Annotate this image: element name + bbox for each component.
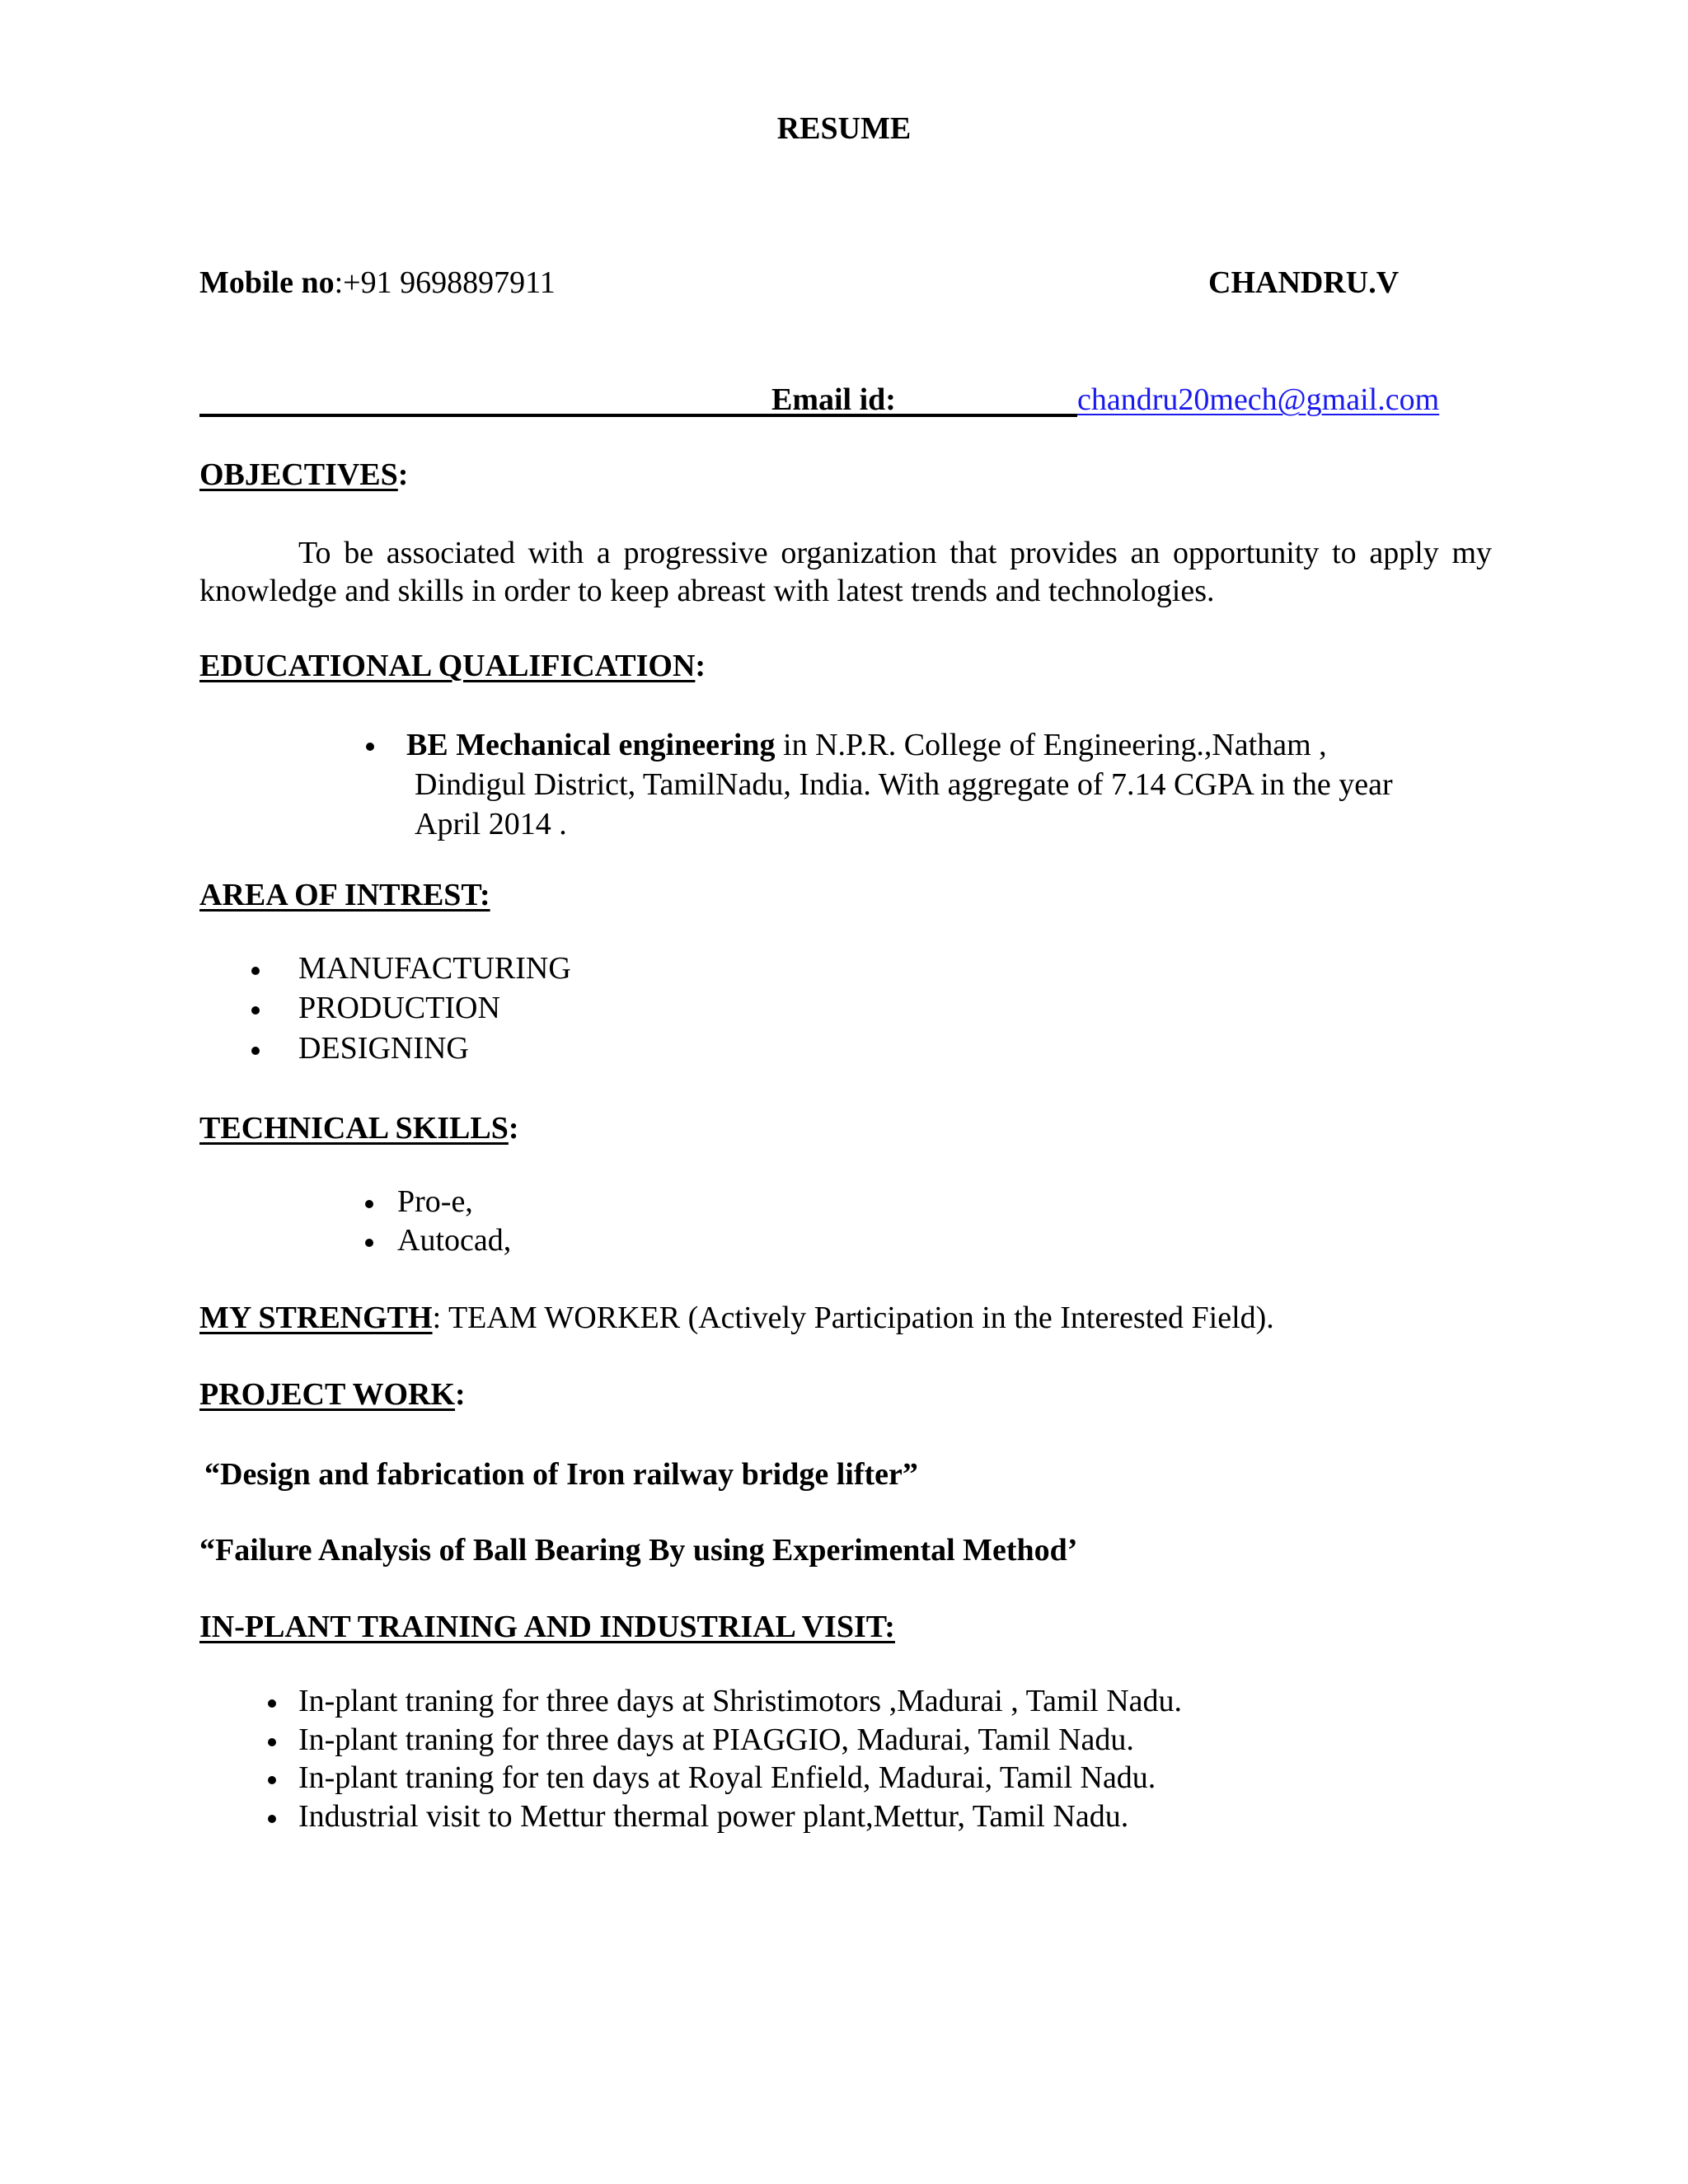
skill-item: Pro-e, — [397, 1184, 473, 1219]
education-degree: BE Mechanical engineering — [406, 728, 776, 762]
interest-item: PRODUCTION — [298, 991, 500, 1025]
objectives-text — [199, 534, 1492, 610]
projects-heading — [199, 1376, 466, 1413]
email-label: Email id: — [771, 382, 896, 417]
training-item: In-plant traning for three days at PIAGGIO, Madurai, Tamil Nadu. — [298, 1722, 1134, 1757]
objectives-heading-text: OBJECTIVES — [199, 457, 398, 492]
training-bullet-1 — [268, 1699, 276, 1708]
interest-item: DESIGNING — [298, 1031, 469, 1066]
objectives-heading-colon: : — [397, 457, 409, 492]
skills-heading-colon: : — [508, 1111, 519, 1146]
objectives-paragraph: To be associated with a progressive organization that provides an opportunity to apply my knowledge and skills in order to keep abreast with latest trends and technologies. — [199, 536, 1492, 608]
skills-bullet-2 — [365, 1239, 373, 1247]
education-line-2: Dindigul District, TamilNadu, India. With aggregate of 7.14 CGPA in the year — [415, 767, 1393, 802]
education-heading-colon: : — [695, 649, 706, 683]
project-title: “Design and fabrication of Iron railway bridge lifter” — [204, 1457, 918, 1492]
interest-bullet-3 — [251, 1047, 260, 1055]
page-title: RESUME — [776, 111, 912, 146]
email-divider — [199, 414, 1077, 417]
mobile-value: :+91 9698897911 — [334, 265, 556, 300]
education-entry — [406, 725, 1478, 844]
projects-heading-colon: : — [455, 1377, 466, 1412]
interest-item: MANUFACTURING — [298, 951, 571, 986]
training-bullet-3 — [268, 1776, 276, 1784]
email-link[interactable]: chandru20mech@gmail.com — [1077, 382, 1440, 417]
strength-text: : TEAM WORKER (Actively Participation in the Interested Field). — [432, 1301, 1274, 1335]
skills-bullet-1 — [365, 1200, 373, 1208]
training-heading: IN-PLANT TRAINING AND INDUSTRIAL VISIT: — [199, 1610, 895, 1644]
skills-heading-text: TECHNICAL SKILLS — [199, 1111, 509, 1146]
training-item: In-plant traning for ten days at Royal Enfield, Madurai, Tamil Nadu. — [298, 1760, 1156, 1795]
education-heading-text: EDUCATIONAL QUALIFICATION — [199, 649, 696, 683]
mobile-line — [199, 264, 556, 302]
interest-bullet-1 — [251, 967, 260, 975]
training-item: In-plant traning for three days at Shristimotors ,Madurai , Tamil Nadu. — [298, 1684, 1183, 1718]
mobile-label: Mobile no — [199, 265, 335, 300]
education-line-3: April 2014 . — [415, 807, 567, 841]
interest-bullet-2 — [251, 1006, 260, 1015]
projects-heading-text: PROJECT WORK — [199, 1377, 456, 1412]
strength-heading: MY STRENGTH — [199, 1301, 433, 1335]
training-bullet-4 — [268, 1815, 276, 1823]
training-bullet-2 — [268, 1738, 276, 1746]
project-title: “Failure Analysis of Ball Bearing By using Experimental Method’ — [199, 1533, 1078, 1568]
training-item: Industrial visit to Mettur thermal power plant,Mettur, Tamil Nadu. — [298, 1799, 1129, 1834]
interest-heading: AREA OF INTREST: — [199, 878, 490, 912]
skills-heading — [199, 1110, 519, 1146]
candidate-name: CHANDRU.V — [1208, 265, 1400, 300]
strength-line — [199, 1299, 1274, 1337]
objectives-heading — [199, 457, 408, 493]
education-college: in N.P.R. College of Engineering.,Natham , — [775, 728, 1327, 762]
education-bullet — [366, 743, 374, 751]
education-line-1 — [406, 725, 1478, 765]
education-heading — [199, 648, 706, 684]
skill-item: Autocad, — [397, 1223, 512, 1258]
